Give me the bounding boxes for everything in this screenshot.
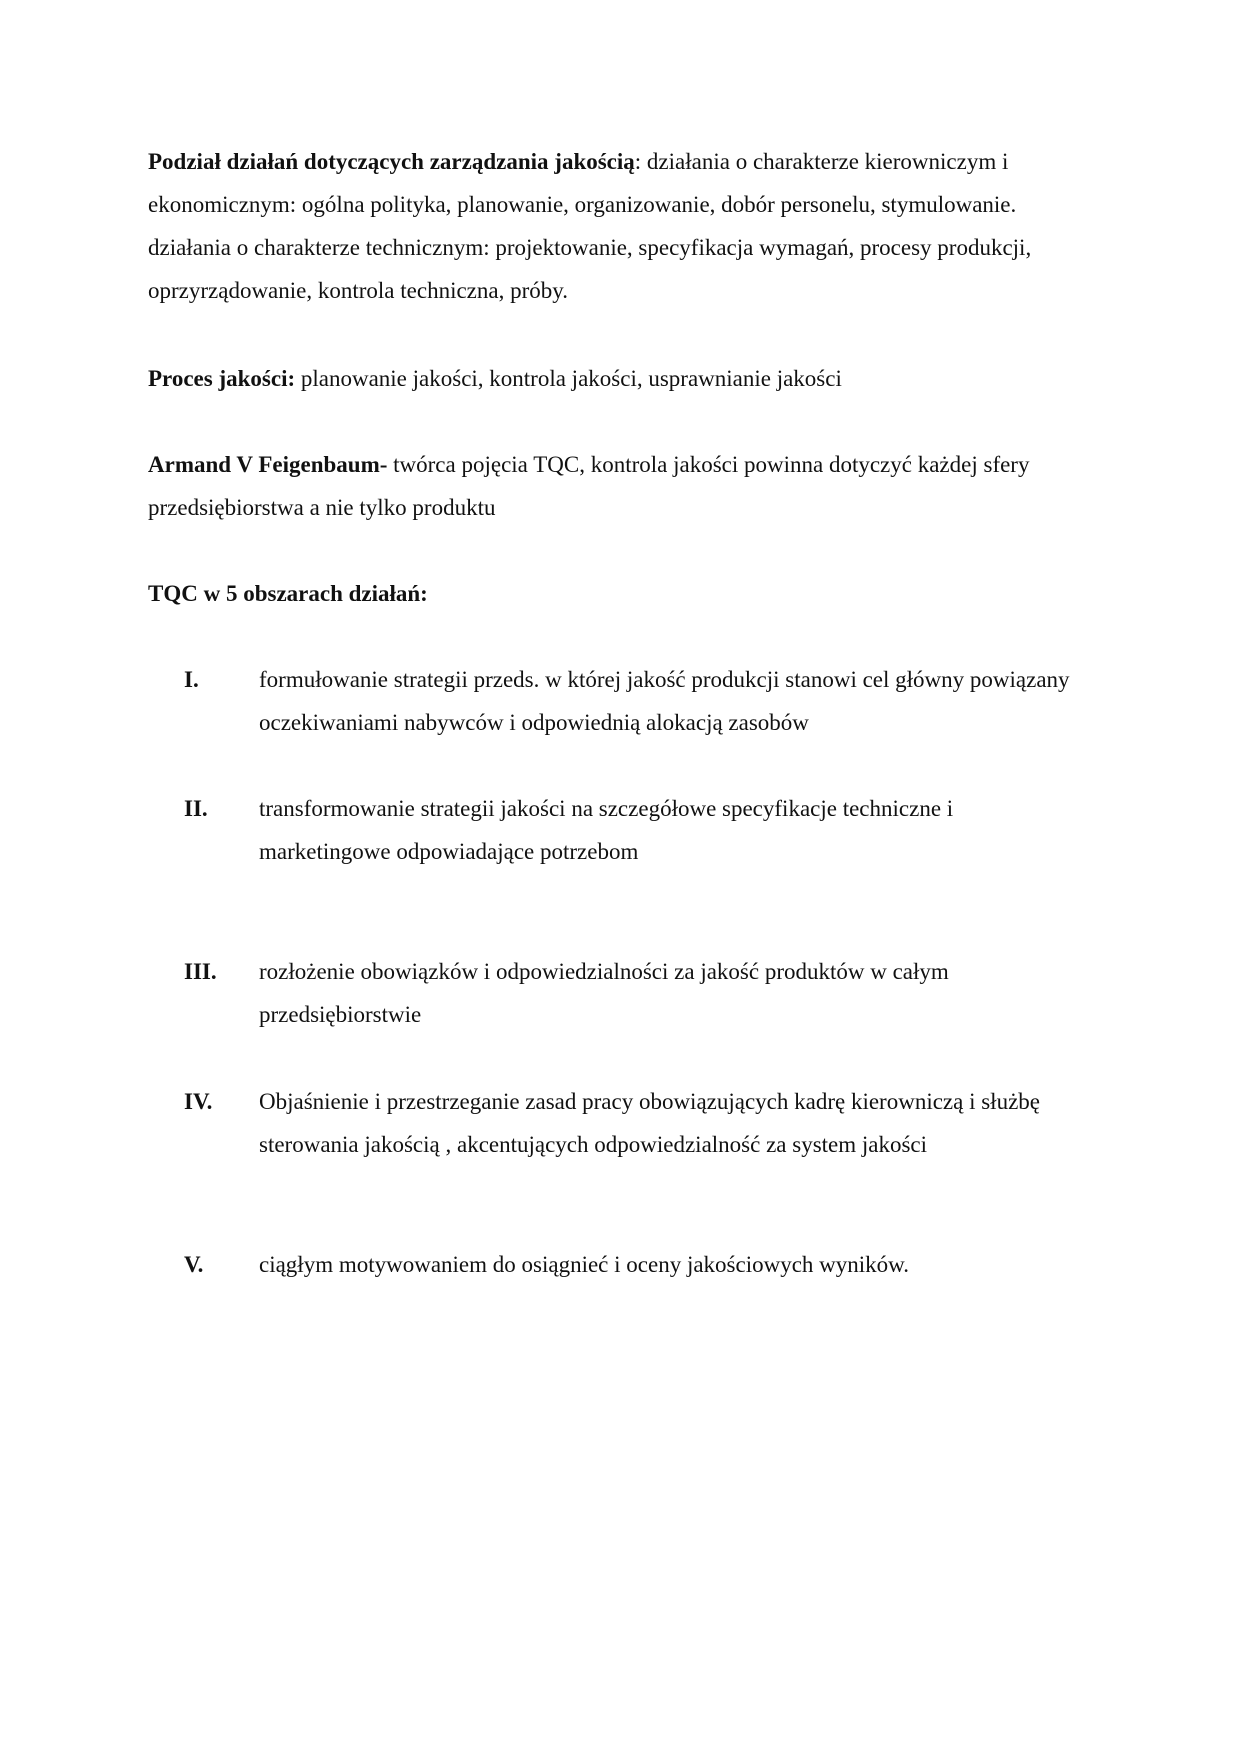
section-heading-tqc: [148, 572, 1096, 615]
paragraph-text: twórca pojęcia TQC, kontrola jakości powinna dotyczyć każdej sfery przedsiębiorstwa a nie tylko produktu: [148, 452, 1030, 520]
list-item-number: V.: [184, 1252, 204, 1277]
list-item-number: IV.: [184, 1089, 213, 1114]
paragraph-heading: Podział działań dotyczących zarządzania jakością: [148, 149, 635, 174]
paragraph-quality-process: [148, 357, 1096, 400]
list-item-text: formułowanie strategii przeds. w której jakość produkcji stanowi cel główny powiązany oczekiwaniami nabywców i odpowiednią alokacją zasobów: [259, 667, 1070, 735]
list-item-number: III.: [184, 959, 217, 984]
paragraph-heading: TQC w 5 obszarach działań:: [148, 581, 428, 606]
list-item-text: Objaśnienie i przestrzeganie zasad pracy obowiązujących kadrę kierowniczą i służbę sterowania jakością , akcentujących odpowiedzialność za system jakości: [259, 1089, 1040, 1157]
paragraph-quality-management-division: [148, 140, 1096, 312]
paragraph-heading: Proces jakości:: [148, 366, 296, 391]
list-item-text: transformowanie strategii jakości na szczegółowe specyfikacje techniczne i marketingowe odpowiadające potrzebom: [259, 796, 954, 864]
list-item-number: I.: [184, 667, 199, 692]
list-item-text: ciągłym motywowaniem do osiągnieć i oceny jakościowych wyników.: [259, 1252, 910, 1277]
paragraph-heading: Armand V Feigenbaum-: [148, 452, 388, 477]
list-item-number: II.: [184, 796, 208, 821]
paragraph-text: : działania o charakterze kierowniczym i ekonomicznym: ogólna polityka, planowanie, organizowanie, dobór personelu, stymulowanie. działania o charakterze technicznym: projektowanie, specyfikacja wymagań, procesy produkcji, oprzyrządowanie, kontrola techniczna, próby.: [148, 149, 1032, 303]
paragraph-text: planowanie jakości, kontrola jakości, usprawnianie jakości: [295, 366, 842, 391]
paragraph-feigenbaum: [148, 443, 1096, 529]
list-item-text: rozłożenie obowiązków i odpowiedzialności za jakość produktów w całym przedsiębiorstwie: [259, 959, 949, 1027]
